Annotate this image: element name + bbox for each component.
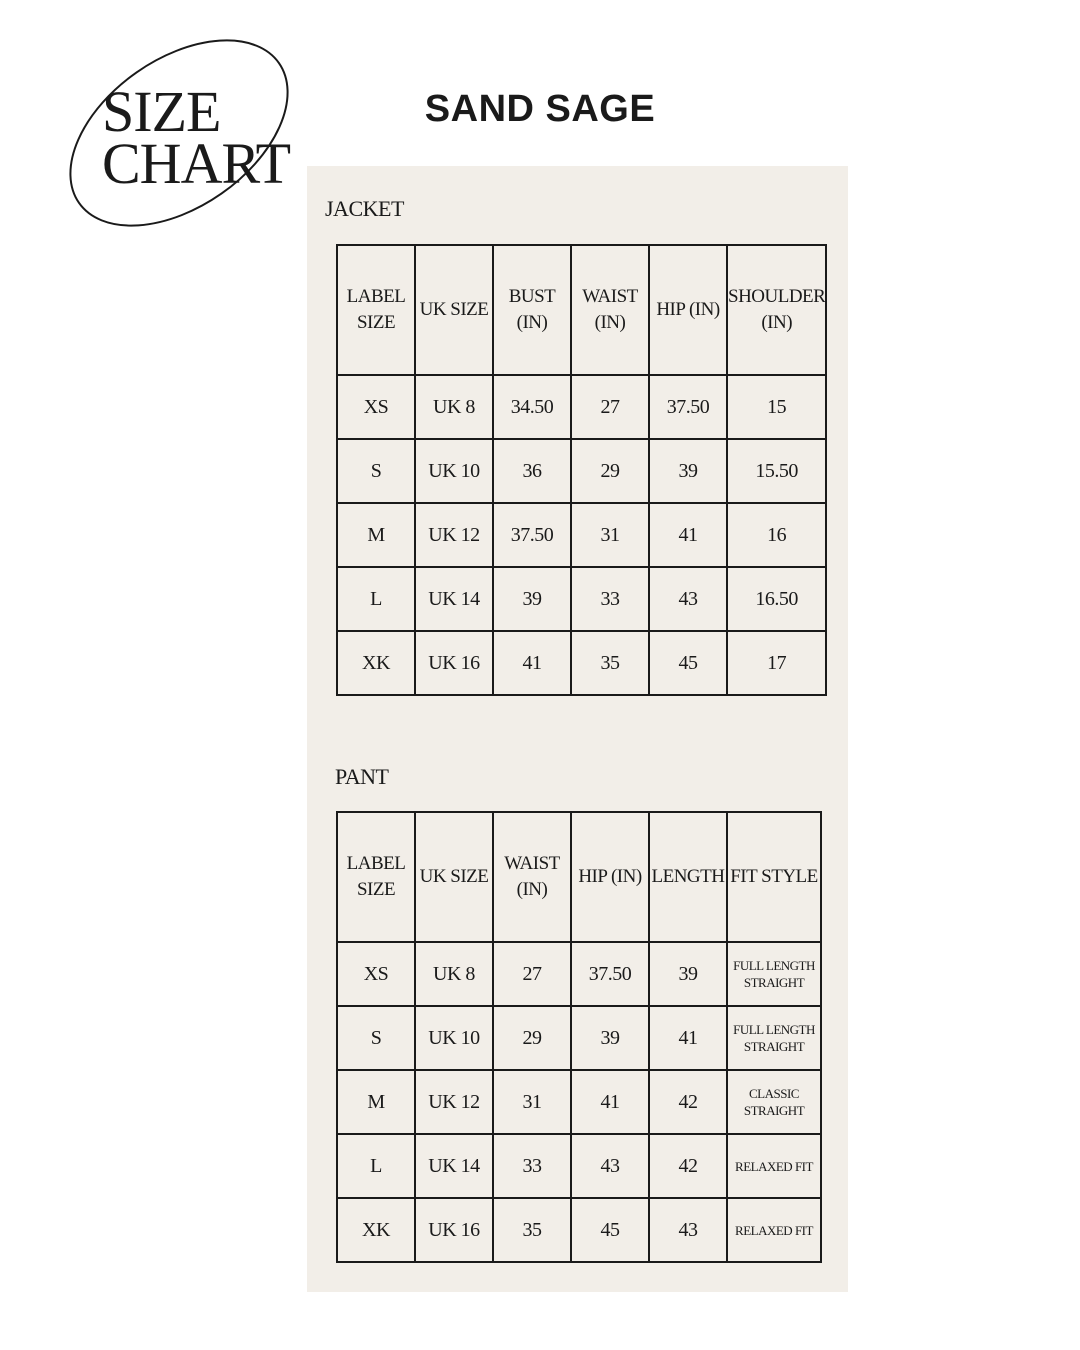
table-cell: 39 [493, 567, 571, 631]
table-row [337, 1134, 821, 1198]
table-cell: 34.50 [493, 375, 571, 439]
table-cell: UK 8 [415, 375, 493, 439]
table-row [337, 375, 826, 439]
table-cell: 43 [649, 1198, 727, 1262]
table-cell: 43 [649, 567, 727, 631]
column-header: LABEL SIZE [337, 812, 415, 942]
page-title: SAND SAGE [424, 88, 656, 130]
table-cell: 16 [727, 503, 826, 567]
table-cell: 41 [649, 503, 727, 567]
table-cell: UK 16 [415, 1198, 493, 1262]
table-cell: M [337, 503, 415, 567]
table-cell: UK 8 [415, 942, 493, 1006]
table-cell: L [337, 1134, 415, 1198]
table-cell: M [337, 1070, 415, 1134]
table-row [337, 1070, 821, 1134]
column-header: SHOULDER (IN) [727, 245, 826, 375]
table-cell: UK 16 [415, 631, 493, 695]
column-header: LABEL SIZE [337, 245, 415, 375]
column-header: UK SIZE [415, 812, 493, 942]
table-row [337, 942, 821, 1006]
table-cell: RELAXED FIT [727, 1134, 821, 1198]
table-row [337, 567, 826, 631]
table-cell: 45 [649, 631, 727, 695]
table-row [337, 1006, 821, 1070]
jacket-heading: JACKET [325, 196, 404, 221]
table-cell: 27 [571, 375, 649, 439]
table-cell: XK [337, 631, 415, 695]
jacket-table [336, 244, 827, 696]
column-header: FIT STYLE [727, 812, 821, 942]
table-cell: 16.50 [727, 567, 826, 631]
table-cell: 31 [571, 503, 649, 567]
table-cell: FULL LENGTH STRAIGHT [727, 942, 821, 1006]
table-cell: 33 [493, 1134, 571, 1198]
table-cell: 17 [727, 631, 826, 695]
table-cell: 36 [493, 439, 571, 503]
table-cell: 15 [727, 375, 826, 439]
table-cell: UK 14 [415, 1134, 493, 1198]
table-cell: 39 [649, 439, 727, 503]
table-cell: 33 [571, 567, 649, 631]
column-header: WAIST (IN) [493, 812, 571, 942]
column-header: BUST (IN) [493, 245, 571, 375]
table-cell: 41 [571, 1070, 649, 1134]
column-header: WAIST (IN) [571, 245, 649, 375]
table-cell: UK 12 [415, 1070, 493, 1134]
header-row [337, 812, 821, 942]
table-cell: 43 [571, 1134, 649, 1198]
table-cell: L [337, 567, 415, 631]
table-cell: XS [337, 942, 415, 1006]
table-cell: FULL LENGTH STRAIGHT [727, 1006, 821, 1070]
table-row [337, 503, 826, 567]
table-cell: 27 [493, 942, 571, 1006]
table-cell: UK 10 [415, 1006, 493, 1070]
column-header: HIP (IN) [649, 245, 727, 375]
table-cell: 45 [571, 1198, 649, 1262]
size-chart-panel [307, 166, 848, 1292]
table-row [337, 439, 826, 503]
column-header: LENGTH [649, 812, 727, 942]
table-row [337, 631, 826, 695]
logo-line1: SIZE [102, 79, 221, 144]
table-cell: 29 [571, 439, 649, 503]
table-cell: 35 [493, 1198, 571, 1262]
table-cell: CLASSIC STRAIGHT [727, 1070, 821, 1134]
table-cell: 39 [649, 942, 727, 1006]
table-cell: 29 [493, 1006, 571, 1070]
table-cell: 37.50 [649, 375, 727, 439]
table-cell: S [337, 1006, 415, 1070]
table-cell: 37.50 [571, 942, 649, 1006]
table-cell: 41 [649, 1006, 727, 1070]
table-cell: RELAXED FIT [727, 1198, 821, 1262]
pant-heading: PANT [335, 764, 389, 789]
table-cell: UK 14 [415, 567, 493, 631]
column-header: HIP (IN) [571, 812, 649, 942]
table-cell: UK 12 [415, 503, 493, 567]
table-cell: 35 [571, 631, 649, 695]
table-cell: 39 [571, 1006, 649, 1070]
table-row [337, 1198, 821, 1262]
size-chart-logo [60, 36, 300, 236]
table-cell: 42 [649, 1070, 727, 1134]
table-cell: 31 [493, 1070, 571, 1134]
table-cell: XS [337, 375, 415, 439]
table-cell: 15.50 [727, 439, 826, 503]
table-cell: UK 10 [415, 439, 493, 503]
logo-line2: CHART [102, 131, 291, 196]
table-cell: XK [337, 1198, 415, 1262]
table-cell: 41 [493, 631, 571, 695]
column-header: UK SIZE [415, 245, 493, 375]
header-row [337, 245, 826, 375]
pant-table [336, 811, 822, 1263]
table-cell: 42 [649, 1134, 727, 1198]
table-cell: S [337, 439, 415, 503]
table-cell: 37.50 [493, 503, 571, 567]
